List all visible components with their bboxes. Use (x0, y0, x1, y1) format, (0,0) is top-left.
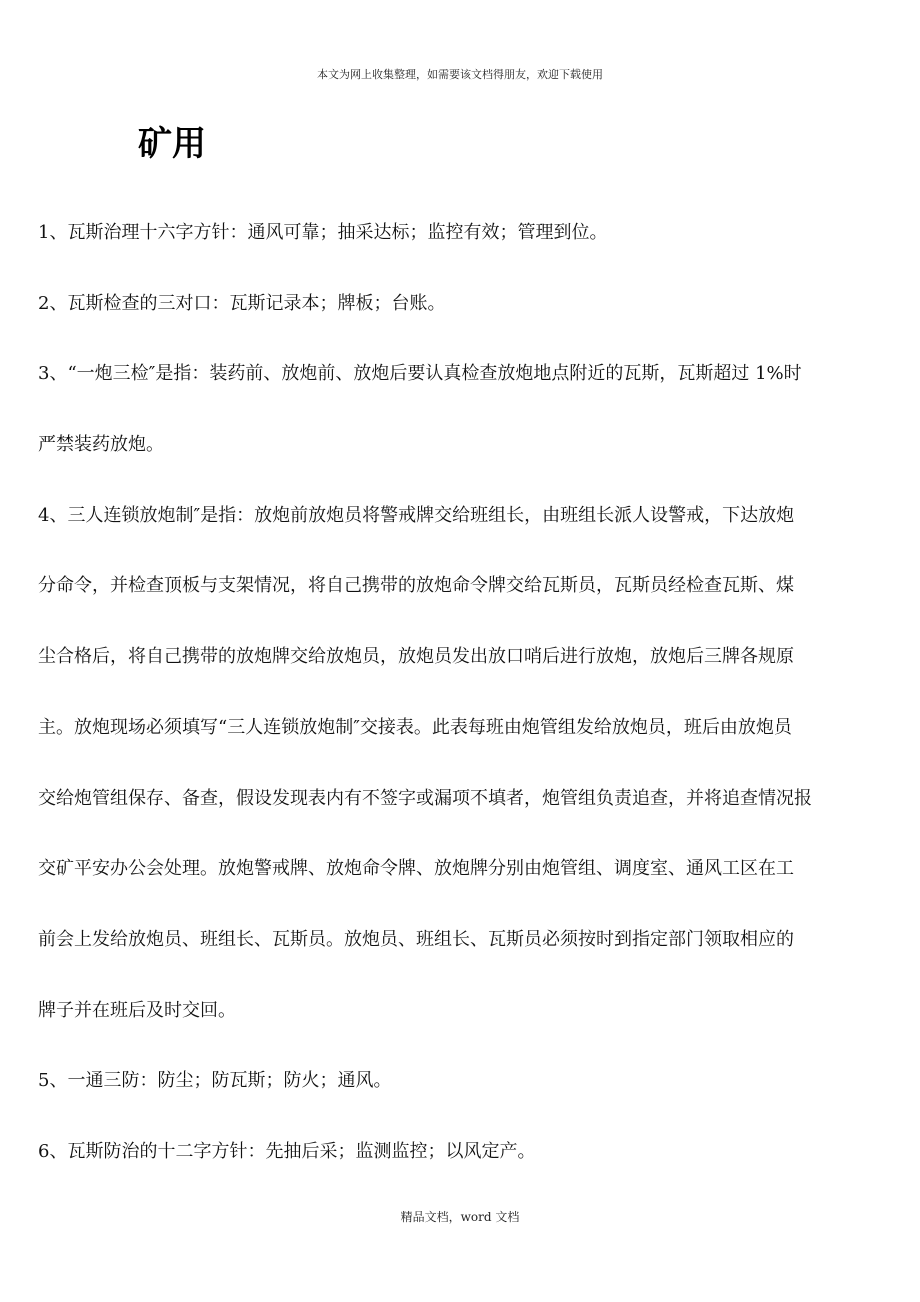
text-line: 交矿平安办公会处理。放炮警戒牌、放炮命令牌、放炮牌分别由炮管组、调度室、通风工区在工 (38, 858, 794, 880)
footer-note: 精品文档，word 文档 (400, 1210, 520, 1224)
document-body (38, 214, 920, 1204)
document-title: 矿用 (138, 124, 206, 164)
text-line: 尘合格后，将自己携带的放炮牌交给放炮员，放炮员发出放口哨后进行放炮，放炮后三牌各规原 (38, 646, 794, 668)
text-line: 交给炮管组保存、备查，假设发现表内有不签字或漏项不填者，炮管组负责追查，并将追查情况报 (38, 787, 812, 809)
text-line: 2、瓦斯检查的三对口：瓦斯记录本；牌板；台账。 (38, 292, 446, 314)
text-line: 前会上发给放炮员、班组长、瓦斯员。放炮员、班组长、瓦斯员必须按时到指定部门领取相应的 (38, 928, 794, 950)
text-line: 3、“一炮三检″是指：装药前、放炮前、放炮后要认真检查放炮地点附近的瓦斯，瓦斯超过 1%时 (38, 363, 802, 385)
text-line: 5、一通三防：防尘；防瓦斯；防火；通风。 (38, 1070, 392, 1092)
text-line: 4、三人连锁放炮制″是指：放炮前放炮员将警戒牌交给班组长，由班组长派人设警戒，下达放炮 (38, 504, 795, 526)
text-line: 牌子并在班后及时交回。 (38, 999, 236, 1021)
header-note: 本文为网上收集整理，如需要该文档得朋友，欢迎下载使用 (317, 68, 603, 81)
text-line: 1、瓦斯治理十六字方针：通风可靠；抽采达标；监控有效；管理到位。 (38, 222, 608, 243)
text-line: 6、瓦斯防治的十二字方针：先抽后采；监测监控；以风定产。 (38, 1140, 536, 1162)
text-line: 主。放炮现场必须填写“三人连锁放炮制″交接表。此表每班由炮管组发给放炮员，班后由放炮员 (38, 716, 792, 738)
text-line: 分命令，并检查顶板与支架情况，将自己携带的放炮命令牌交给瓦斯员，瓦斯员经检查瓦斯、煤 (38, 575, 794, 597)
text-line: 严禁装药放炮。 (38, 434, 164, 456)
